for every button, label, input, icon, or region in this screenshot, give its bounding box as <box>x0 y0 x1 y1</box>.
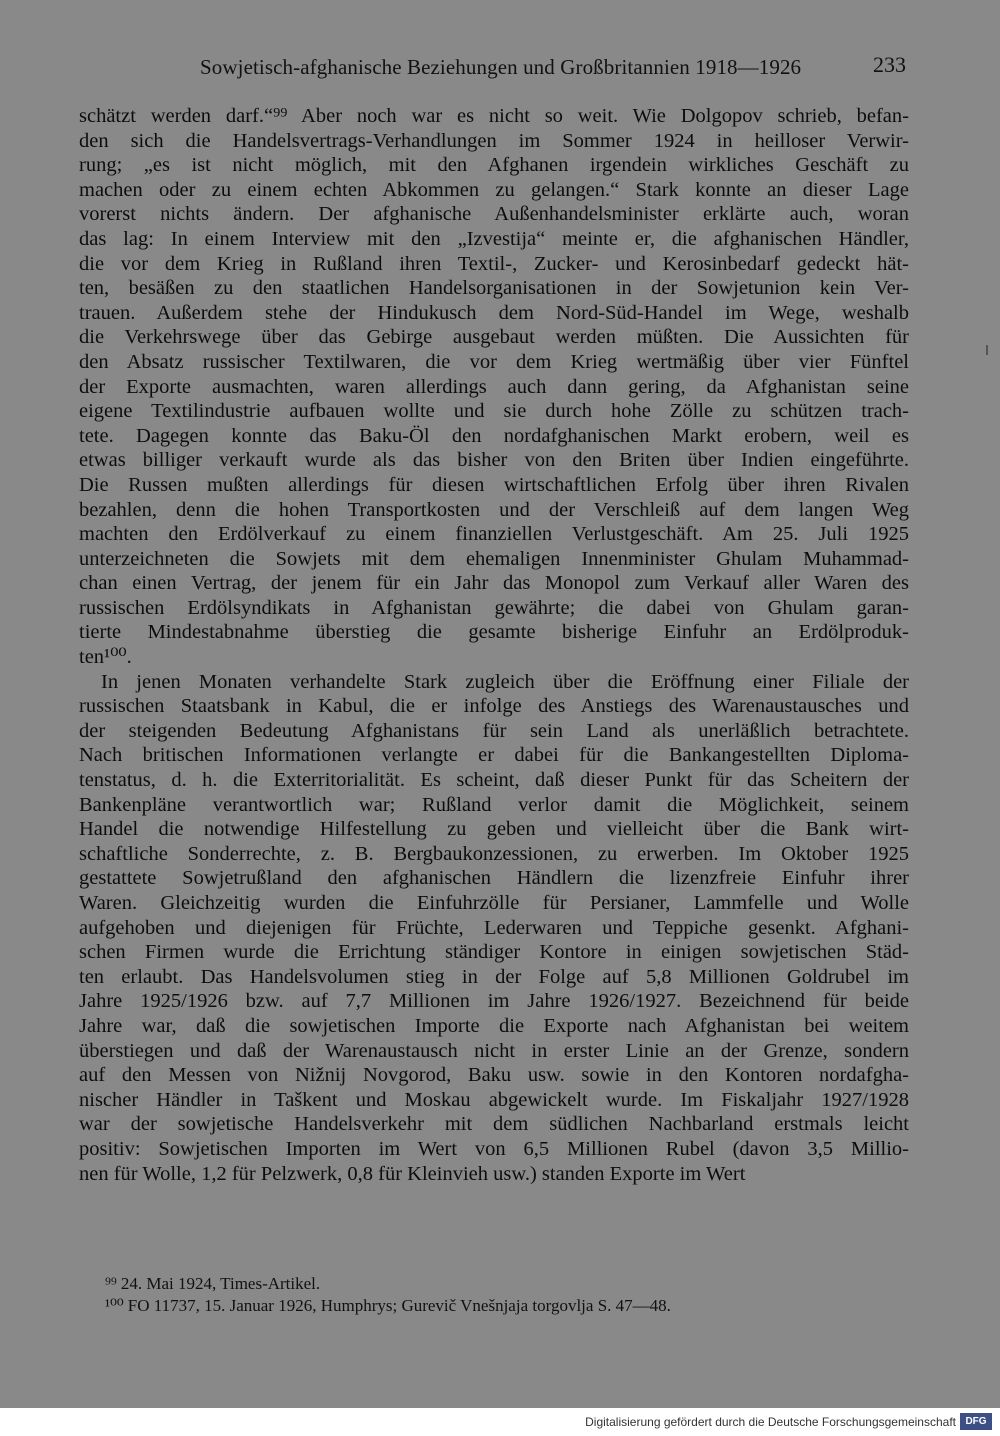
footnote-mark: ⁹⁹ <box>105 1274 117 1293</box>
text-line: den sich die Handelsvertrags-Verhandlungen im Sommer 1924 in heilloser Verwir- <box>79 129 909 152</box>
text-line: die vor dem Krieg in Rußland ihren Textil-, Zucker- und Kerosinbedarf gedeckt hät- <box>79 252 909 275</box>
text-line: auf den Messen von Nižnij Novgorod, Baku usw. sowie in den Kontoren nordafgha- <box>79 1064 909 1087</box>
text-line: schätzt werden darf.“⁹⁹ Aber noch war es nicht so weit. Wie Dolgopov schrieb, befan- <box>79 105 909 127</box>
text-line: aufgehoben und diejenigen für Früchte, Lederwaren und Teppiche gesenkt. Afghani- <box>79 916 909 939</box>
text-line: Nach britischen Informationen verlangte er dabei für die Bankangestellten Diploma- <box>79 744 909 767</box>
text-line: machen oder zu einem echten Abkommen zu gelangen.“ Stark konnte an dieser Lage <box>79 178 909 201</box>
text-line: der Exporte ausmachten, waren allerdings auch dann gering, da Afghanistan seine <box>79 375 909 398</box>
page-number: 233 <box>873 52 906 77</box>
text-line: das lag: In einem Interview mit den „Izvestija“ meinte er, die afghanischen Händler, <box>79 227 909 250</box>
text-line: russischen Erdölsyndikats in Afghanistan gewährte; die dabei von Ghulam garan- <box>79 596 909 619</box>
body-text <box>79 104 909 1186</box>
running-head <box>200 52 910 82</box>
text-line: ten¹⁰⁰. <box>79 646 132 669</box>
text-line: chan einen Vertrag, der jenem für ein Jahr das Monopol zum Verkauf aller Waren des <box>79 572 909 595</box>
dfg-logo: DFG <box>960 1413 992 1430</box>
dfg-credit-text: Digitalisierung gefördert durch die Deutsche Forschungsgemeinschaft <box>585 1415 956 1429</box>
text-line: war der sowjetische Handelsverkehr mit dem südlichen Nachbarland erstmals leicht <box>79 1113 909 1136</box>
text-line: ten erlaubt. Das Handelsvolumen stieg in der Folge auf 5,8 Millionen Goldrubel im <box>79 965 909 988</box>
text-line: überstiegen und daß der Warenaustausch nicht in erster Linie an der Grenze, sondern <box>79 1039 909 1062</box>
text-line: die Verkehrswege über das Gebirge ausgebaut werden müßten. Die Aussichten für <box>79 326 909 349</box>
text-line: Jahre 1925/1926 bzw. auf 7,7 Millionen im Jahre 1926/1927. Bezeichnend für beide <box>79 990 909 1013</box>
text-line: schen Firmen wurde die Errichtung ständiger Kontore in einigen sowjetischen Städ- <box>79 941 909 964</box>
text-line: eigene Textilindustrie aufbauen wollte und sie durch hohe Zölle zu schützen trach- <box>79 400 909 423</box>
footnote-text: FO 11737, 15. Januar 1926, Humphrys; Gurevič Vnešnjaja torgovlja S. 47—48. <box>127 1296 671 1315</box>
footnote <box>105 1273 905 1295</box>
text-line: bezahlen, denn die hohen Transportkosten und der Verschleiß auf dem langen Weg <box>79 498 909 521</box>
text-line: vorerst nichts ändern. Der afghanische Außenhandelsminister erklärte auch, woran <box>79 203 909 226</box>
text-line: nischer Händler in Taškent und Moskau abgewickelt wurde. Im Fiskaljahr 1927/1928 <box>79 1088 909 1111</box>
text-line: schaftliche Sonderrechte, z. B. Bergbaukonzessionen, zu erwerben. Im Oktober 1925 <box>79 842 909 865</box>
running-title: Sowjetisch-afghanische Beziehungen und Großbritannien 1918—1926 <box>200 55 802 79</box>
footnote-text: 24. Mai 1924, Times-Artikel. <box>120 1274 321 1293</box>
text-line: Jahre war, daß die sowjetischen Importe die Exporte nach Afghanistan bei weitem <box>79 1014 909 1037</box>
paragraph-2 <box>79 670 909 1186</box>
text-line: tierte Mindestabnahme überstieg die gesamte bisherige Einfuhr an Erdölproduk- <box>79 621 909 644</box>
text-line: tete. Dagegen konnte das Baku-Öl den nordafghanischen Markt erobern, weil es <box>79 424 909 447</box>
text-line: nen für Wolle, 1,2 für Pelzwerk, 0,8 für Kleinvieh usw.) standen Exporte im Wert <box>79 1162 746 1185</box>
paragraph-1 <box>79 104 909 670</box>
footnotes <box>105 1273 905 1317</box>
footnote-mark: ¹⁰⁰ <box>105 1296 124 1315</box>
text-line: machten den Erdölverkauf zu einem finanziellen Verlustgeschäft. Am 25. Juli 1925 <box>79 523 909 546</box>
text-line: Bankenpläne verantwortlich war; Rußland verlor damit die Möglichkeit, seinem <box>79 793 909 816</box>
text-line: unterzeichneten die Sowjets mit dem ehemaligen Innenminister Ghulam Muhammad- <box>79 547 909 570</box>
text-line: Die Russen mußten allerdings für diesen wirtschaftlichen Erfolg über ihren Rivalen <box>79 473 909 496</box>
text-line: Waren. Gleichzeitig wurden die Einfuhrzölle für Persianer, Lammfelle und Wolle <box>79 892 909 914</box>
text-line: In jenen Monaten verhandelte Stark zugleich über die Eröffnung einer Filiale der <box>101 670 909 693</box>
digitization-credit-bar <box>0 1408 1000 1436</box>
text-line: positiv: Sowjetischen Importen im Wert von 6,5 Millionen Rubel (davon 3,5 Millio- <box>79 1137 909 1160</box>
text-line: Handel die notwendige Hilfestellung zu geben und vielleicht über die Bank wirt- <box>79 818 909 841</box>
text-line: trauen. Außerdem stehe der Hindukusch dem Nord-Süd-Handel im Wege, weshalb <box>79 301 909 324</box>
margin-mark <box>986 345 988 355</box>
text-line: russischen Staatsbank in Kabul, die er infolge des Anstiegs des Warenaustausches und <box>79 695 909 718</box>
text-line: der steigenden Bedeutung Afghanistans für sein Land als unerläßlich betrachtete. <box>79 719 909 742</box>
text-line: tenstatus, d. h. die Exterritorialität. Es scheint, daß dieser Punkt für das Scheitern der <box>79 769 909 792</box>
text-line: ten, besäßen zu den staatlichen Handelsorganisationen in der Sowjetunion kein Ver- <box>79 277 909 300</box>
text-line: rung; „es ist nicht möglich, mit den Afghanen irgendein wirkliches Geschäft zu <box>79 154 909 177</box>
text-line: den Absatz russischer Textilwaren, die vor dem Krieg wertmäßig über vier Fünftel <box>79 350 909 373</box>
text-line: gestattete Sowjetrußland den afghanischen Händlern die lizenzfreie Einfuhr ihrer <box>79 867 909 890</box>
footnote <box>105 1295 905 1317</box>
text-line: etwas billiger verkauft wurde als das bisher von den Briten über Indien eingeführte. <box>79 449 909 472</box>
